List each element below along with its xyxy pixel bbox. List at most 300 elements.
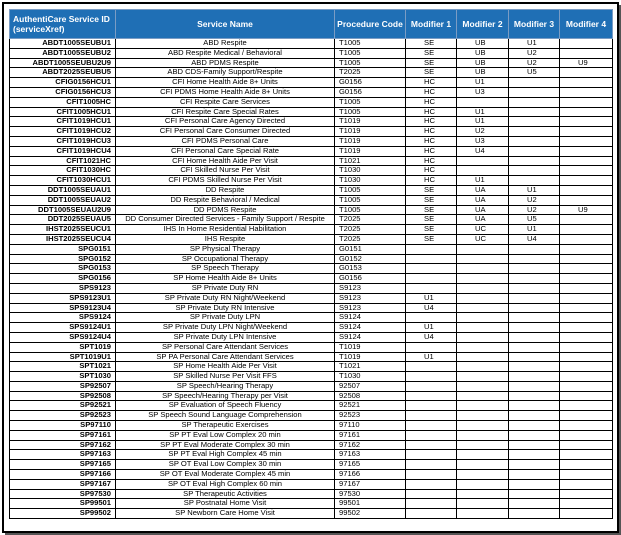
cell-modifier-4 bbox=[560, 225, 613, 235]
cell-modifier-2 bbox=[457, 381, 509, 391]
cell-modifier-1: SE bbox=[406, 225, 457, 235]
cell-modifier-2: UA bbox=[457, 185, 509, 195]
cell-modifier-2 bbox=[457, 479, 509, 489]
cell-modifier-4 bbox=[560, 509, 613, 519]
cell-modifier-1: SE bbox=[406, 48, 457, 58]
cell-service-name: SP Personal Care Attendant Services bbox=[116, 342, 335, 352]
cell-modifier-1: SE bbox=[406, 68, 457, 78]
cell-modifier-2: UB bbox=[457, 58, 509, 68]
cell-service-name: CFI Respite Care Special Rates bbox=[116, 107, 335, 117]
cell-procedure-code: T1019 bbox=[335, 342, 406, 352]
table-row bbox=[10, 264, 613, 274]
cell-modifier-1: HC bbox=[406, 156, 457, 166]
cell-service-id: SP92521 bbox=[10, 401, 116, 411]
cell-modifier-1 bbox=[406, 391, 457, 401]
cell-service-name: SP OT Eval Moderate Complex 45 min bbox=[116, 470, 335, 480]
cell-modifier-1 bbox=[406, 372, 457, 382]
cell-modifier-1 bbox=[406, 489, 457, 499]
table-row bbox=[10, 352, 613, 362]
cell-modifier-1: HC bbox=[406, 97, 457, 107]
cell-modifier-2 bbox=[457, 401, 509, 411]
cell-modifier-3: U5 bbox=[509, 68, 560, 78]
cell-modifier-3 bbox=[509, 342, 560, 352]
header-modifier-1: Modifier 1 bbox=[406, 10, 457, 39]
table-row bbox=[10, 411, 613, 421]
cell-modifier-1 bbox=[406, 440, 457, 450]
cell-modifier-1: HC bbox=[406, 146, 457, 156]
cell-procedure-code: G0151 bbox=[335, 244, 406, 254]
cell-modifier-2: U1 bbox=[457, 78, 509, 88]
cell-procedure-code: T1021 bbox=[335, 156, 406, 166]
cell-service-name: SP Home Health Aide 8+ Units bbox=[116, 274, 335, 284]
cell-service-name: IHS In Home Residential Habilitation bbox=[116, 225, 335, 235]
cell-modifier-1: HC bbox=[406, 87, 457, 97]
cell-procedure-code: 92521 bbox=[335, 401, 406, 411]
table-row bbox=[10, 185, 613, 195]
cell-modifier-4 bbox=[560, 332, 613, 342]
cell-modifier-2: U3 bbox=[457, 87, 509, 97]
cell-modifier-4 bbox=[560, 195, 613, 205]
cell-modifier-2 bbox=[457, 303, 509, 313]
cell-procedure-code: G0152 bbox=[335, 254, 406, 264]
cell-modifier-3 bbox=[509, 499, 560, 509]
cell-modifier-4 bbox=[560, 107, 613, 117]
table-row bbox=[10, 39, 613, 49]
cell-modifier-4: U9 bbox=[560, 58, 613, 68]
header-service-id: AuthentiCare Service ID (serviceXref) bbox=[10, 10, 116, 39]
cell-procedure-code: T1019 bbox=[335, 127, 406, 137]
cell-modifier-3 bbox=[509, 450, 560, 460]
cell-procedure-code: 92507 bbox=[335, 381, 406, 391]
cell-service-name: CFI Skilled Nurse Per Visit bbox=[116, 166, 335, 176]
table-row bbox=[10, 205, 613, 215]
cell-modifier-2: UB bbox=[457, 48, 509, 58]
cell-modifier-1: U1 bbox=[406, 323, 457, 333]
cell-procedure-code: 97162 bbox=[335, 440, 406, 450]
table-row bbox=[10, 254, 613, 264]
cell-service-name: CFI PDMS Personal Care bbox=[116, 136, 335, 146]
cell-procedure-code: T1019 bbox=[335, 146, 406, 156]
cell-service-id: ABDT1005SEUBU2 bbox=[10, 48, 116, 58]
cell-procedure-code: T2025 bbox=[335, 234, 406, 244]
cell-procedure-code: T1005 bbox=[335, 97, 406, 107]
cell-service-id: CFIT1019HCU4 bbox=[10, 146, 116, 156]
table-row bbox=[10, 489, 613, 499]
cell-procedure-code: G0156 bbox=[335, 87, 406, 97]
cell-modifier-4 bbox=[560, 323, 613, 333]
cell-modifier-3 bbox=[509, 489, 560, 499]
cell-service-name: SP Private Duty LPN Intensive bbox=[116, 332, 335, 342]
cell-modifier-4 bbox=[560, 372, 613, 382]
cell-modifier-2 bbox=[457, 440, 509, 450]
cell-modifier-2 bbox=[457, 372, 509, 382]
cell-service-name: DD Consumer Directed Services - Family Support / Respite bbox=[116, 215, 335, 225]
cell-service-id: ABDT1005SEUBU1 bbox=[10, 39, 116, 49]
cell-modifier-1: SE bbox=[406, 39, 457, 49]
cell-modifier-1 bbox=[406, 313, 457, 323]
table-row bbox=[10, 156, 613, 166]
table-row bbox=[10, 234, 613, 244]
cell-modifier-1 bbox=[406, 274, 457, 284]
cell-modifier-1: U1 bbox=[406, 293, 457, 303]
cell-modifier-3: U2 bbox=[509, 195, 560, 205]
cell-modifier-1 bbox=[406, 499, 457, 509]
cell-modifier-1 bbox=[406, 509, 457, 519]
cell-procedure-code: T1019 bbox=[335, 136, 406, 146]
cell-procedure-code: 97166 bbox=[335, 470, 406, 480]
table-row bbox=[10, 283, 613, 293]
cell-service-id: SP92507 bbox=[10, 381, 116, 391]
cell-modifier-2 bbox=[457, 489, 509, 499]
cell-modifier-3 bbox=[509, 283, 560, 293]
cell-modifier-1 bbox=[406, 381, 457, 391]
cell-procedure-code: 99502 bbox=[335, 509, 406, 519]
header-modifier-4: Modifier 4 bbox=[560, 10, 613, 39]
cell-modifier-3 bbox=[509, 176, 560, 186]
cell-procedure-code: 92508 bbox=[335, 391, 406, 401]
cell-service-id: CFIT1005HCU1 bbox=[10, 107, 116, 117]
cell-modifier-3 bbox=[509, 156, 560, 166]
cell-modifier-3 bbox=[509, 479, 560, 489]
cell-service-name: SP Newborn Care Home Visit bbox=[116, 509, 335, 519]
table-row bbox=[10, 362, 613, 372]
cell-modifier-4 bbox=[560, 127, 613, 137]
cell-modifier-4 bbox=[560, 234, 613, 244]
cell-service-id: DDT1005SEUAU2 bbox=[10, 195, 116, 205]
cell-modifier-1 bbox=[406, 342, 457, 352]
cell-modifier-2 bbox=[457, 166, 509, 176]
cell-procedure-code: T1019 bbox=[335, 352, 406, 362]
cell-procedure-code: T1005 bbox=[335, 58, 406, 68]
cell-modifier-1 bbox=[406, 401, 457, 411]
cell-modifier-3 bbox=[509, 332, 560, 342]
cell-modifier-3 bbox=[509, 411, 560, 421]
cell-service-id: CFIT1030HCU1 bbox=[10, 176, 116, 186]
table-row bbox=[10, 342, 613, 352]
cell-modifier-4 bbox=[560, 411, 613, 421]
cell-service-name: SP Speech/Hearing Therapy per Visit bbox=[116, 391, 335, 401]
cell-modifier-3 bbox=[509, 136, 560, 146]
cell-modifier-2: UA bbox=[457, 205, 509, 215]
cell-modifier-4 bbox=[560, 460, 613, 470]
cell-modifier-3 bbox=[509, 401, 560, 411]
cell-modifier-2: U1 bbox=[457, 176, 509, 186]
cell-modifier-2: UB bbox=[457, 68, 509, 78]
cell-service-name: SP Speech Therapy bbox=[116, 264, 335, 274]
cell-modifier-2 bbox=[457, 283, 509, 293]
cell-modifier-4 bbox=[560, 342, 613, 352]
cell-modifier-3 bbox=[509, 391, 560, 401]
cell-modifier-4 bbox=[560, 421, 613, 431]
cell-modifier-1: HC bbox=[406, 166, 457, 176]
table-row bbox=[10, 117, 613, 127]
cell-service-name: SP OT Eval High Complex 60 min bbox=[116, 479, 335, 489]
table-row bbox=[10, 274, 613, 284]
cell-modifier-2 bbox=[457, 293, 509, 303]
cell-modifier-4 bbox=[560, 401, 613, 411]
cell-modifier-3 bbox=[509, 78, 560, 88]
table-row bbox=[10, 303, 613, 313]
cell-modifier-4 bbox=[560, 78, 613, 88]
cell-modifier-2 bbox=[457, 244, 509, 254]
cell-modifier-2 bbox=[457, 332, 509, 342]
cell-procedure-code: T1019 bbox=[335, 117, 406, 127]
cell-modifier-3 bbox=[509, 87, 560, 97]
cell-procedure-code: S9124 bbox=[335, 332, 406, 342]
cell-modifier-1 bbox=[406, 244, 457, 254]
cell-modifier-2 bbox=[457, 274, 509, 284]
cell-modifier-3 bbox=[509, 303, 560, 313]
service-codes-table bbox=[9, 9, 613, 519]
cell-modifier-4 bbox=[560, 68, 613, 78]
cell-modifier-4: U9 bbox=[560, 205, 613, 215]
cell-modifier-2 bbox=[457, 391, 509, 401]
cell-modifier-1 bbox=[406, 411, 457, 421]
cell-modifier-3 bbox=[509, 274, 560, 284]
cell-modifier-2 bbox=[457, 509, 509, 519]
cell-modifier-3 bbox=[509, 430, 560, 440]
cell-modifier-2: U1 bbox=[457, 107, 509, 117]
cell-modifier-2 bbox=[457, 254, 509, 264]
cell-modifier-1: SE bbox=[406, 205, 457, 215]
cell-modifier-3 bbox=[509, 313, 560, 323]
cell-modifier-3: U1 bbox=[509, 185, 560, 195]
cell-modifier-4 bbox=[560, 313, 613, 323]
cell-procedure-code: G0156 bbox=[335, 274, 406, 284]
cell-service-name: SP Private Duty RN Night/Weekend bbox=[116, 293, 335, 303]
cell-service-name: SP Evaluation of Speech Fluency bbox=[116, 401, 335, 411]
cell-modifier-4 bbox=[560, 146, 613, 156]
cell-modifier-4 bbox=[560, 215, 613, 225]
cell-modifier-2: UB bbox=[457, 39, 509, 49]
cell-service-id: SPG0151 bbox=[10, 244, 116, 254]
cell-modifier-3: U1 bbox=[509, 39, 560, 49]
cell-modifier-4 bbox=[560, 479, 613, 489]
cell-service-id: DDT2025SEUAU5 bbox=[10, 215, 116, 225]
cell-modifier-4 bbox=[560, 293, 613, 303]
header-procedure-code: Procedure Code bbox=[335, 10, 406, 39]
cell-modifier-3 bbox=[509, 509, 560, 519]
cell-modifier-2 bbox=[457, 450, 509, 460]
cell-service-name: SP Therapeutic Activities bbox=[116, 489, 335, 499]
document-frame bbox=[2, 2, 619, 533]
table-row bbox=[10, 372, 613, 382]
table-row bbox=[10, 176, 613, 186]
cell-modifier-3 bbox=[509, 352, 560, 362]
header-modifier-2: Modifier 2 bbox=[457, 10, 509, 39]
cell-service-name: DD Respite Behavioral / Medical bbox=[116, 195, 335, 205]
cell-procedure-code: 97163 bbox=[335, 450, 406, 460]
table-header-row bbox=[10, 10, 613, 39]
cell-procedure-code: 97110 bbox=[335, 421, 406, 431]
cell-modifier-3 bbox=[509, 117, 560, 127]
cell-modifier-2 bbox=[457, 499, 509, 509]
cell-service-id: SP92523 bbox=[10, 411, 116, 421]
cell-service-id: SP92508 bbox=[10, 391, 116, 401]
table-body bbox=[10, 39, 613, 519]
table-row bbox=[10, 215, 613, 225]
cell-service-id: DDT1005SEUAU2U9 bbox=[10, 205, 116, 215]
header-modifier-3: Modifier 3 bbox=[509, 10, 560, 39]
cell-procedure-code: 92523 bbox=[335, 411, 406, 421]
cell-service-id: CFIT1019HCU1 bbox=[10, 117, 116, 127]
cell-service-id: SPG0156 bbox=[10, 274, 116, 284]
cell-modifier-2: UC bbox=[457, 225, 509, 235]
cell-procedure-code: T1030 bbox=[335, 166, 406, 176]
cell-modifier-4 bbox=[560, 499, 613, 509]
cell-service-id: SP97110 bbox=[10, 421, 116, 431]
cell-service-name: CFI Home Health Aide 8+ Units bbox=[116, 78, 335, 88]
cell-modifier-1: HC bbox=[406, 107, 457, 117]
cell-service-id: SP99501 bbox=[10, 499, 116, 509]
table-row bbox=[10, 499, 613, 509]
cell-modifier-2 bbox=[457, 97, 509, 107]
cell-service-name: SP Physical Therapy bbox=[116, 244, 335, 254]
table-row bbox=[10, 381, 613, 391]
cell-modifier-2 bbox=[457, 264, 509, 274]
cell-modifier-1: U1 bbox=[406, 352, 457, 362]
cell-service-id: CFIG0156HCU3 bbox=[10, 87, 116, 97]
cell-procedure-code: 97165 bbox=[335, 460, 406, 470]
cell-procedure-code: 97530 bbox=[335, 489, 406, 499]
cell-service-name: DD PDMS Respite bbox=[116, 205, 335, 215]
cell-service-id: DDT1005SEUAU1 bbox=[10, 185, 116, 195]
cell-service-name: SP PT Eval Low Complex 20 min bbox=[116, 430, 335, 440]
cell-service-name: CFI Personal Care Agency Directed bbox=[116, 117, 335, 127]
cell-service-id: SPT1019U1 bbox=[10, 352, 116, 362]
cell-procedure-code: T1005 bbox=[335, 107, 406, 117]
cell-modifier-1: U4 bbox=[406, 332, 457, 342]
cell-modifier-3 bbox=[509, 146, 560, 156]
cell-modifier-1 bbox=[406, 479, 457, 489]
header-service-name: Service Name bbox=[116, 10, 335, 39]
cell-service-id: CFIT1021HC bbox=[10, 156, 116, 166]
cell-service-name: DD Respite bbox=[116, 185, 335, 195]
cell-modifier-3: U5 bbox=[509, 215, 560, 225]
cell-procedure-code: T2025 bbox=[335, 225, 406, 235]
cell-modifier-2 bbox=[457, 460, 509, 470]
cell-modifier-4 bbox=[560, 48, 613, 58]
cell-modifier-3 bbox=[509, 460, 560, 470]
cell-modifier-3 bbox=[509, 293, 560, 303]
cell-modifier-3 bbox=[509, 97, 560, 107]
cell-service-name: CFI Personal Care Special Rate bbox=[116, 146, 335, 156]
cell-modifier-1: HC bbox=[406, 176, 457, 186]
cell-modifier-1: HC bbox=[406, 127, 457, 137]
cell-modifier-3: U2 bbox=[509, 205, 560, 215]
cell-service-id: IHST2025SEUCU1 bbox=[10, 225, 116, 235]
cell-service-id: SPG0153 bbox=[10, 264, 116, 274]
table-row bbox=[10, 136, 613, 146]
cell-modifier-2 bbox=[457, 470, 509, 480]
cell-service-id: SPS9124U4 bbox=[10, 332, 116, 342]
cell-service-id: SP97161 bbox=[10, 430, 116, 440]
cell-procedure-code: T1030 bbox=[335, 176, 406, 186]
cell-procedure-code: 97167 bbox=[335, 479, 406, 489]
cell-modifier-3 bbox=[509, 166, 560, 176]
cell-procedure-code: 97161 bbox=[335, 430, 406, 440]
cell-modifier-1: SE bbox=[406, 58, 457, 68]
table-row bbox=[10, 195, 613, 205]
cell-modifier-2 bbox=[457, 313, 509, 323]
cell-modifier-4 bbox=[560, 470, 613, 480]
table-row bbox=[10, 244, 613, 254]
cell-service-id: SPS9123U1 bbox=[10, 293, 116, 303]
cell-modifier-1 bbox=[406, 460, 457, 470]
table-row bbox=[10, 401, 613, 411]
cell-service-name: IHS Respite bbox=[116, 234, 335, 244]
cell-modifier-4 bbox=[560, 430, 613, 440]
cell-modifier-1 bbox=[406, 362, 457, 372]
cell-modifier-3 bbox=[509, 264, 560, 274]
cell-modifier-4 bbox=[560, 117, 613, 127]
cell-modifier-1: HC bbox=[406, 136, 457, 146]
cell-service-name: SP Occupational Therapy bbox=[116, 254, 335, 264]
cell-modifier-2: U2 bbox=[457, 127, 509, 137]
table-row bbox=[10, 460, 613, 470]
cell-modifier-1: SE bbox=[406, 234, 457, 244]
cell-modifier-4 bbox=[560, 136, 613, 146]
cell-modifier-3: U2 bbox=[509, 48, 560, 58]
table-row bbox=[10, 421, 613, 431]
cell-modifier-4 bbox=[560, 362, 613, 372]
cell-modifier-1: SE bbox=[406, 185, 457, 195]
table-row bbox=[10, 87, 613, 97]
cell-modifier-2 bbox=[457, 352, 509, 362]
cell-procedure-code: G0156 bbox=[335, 78, 406, 88]
cell-service-id: SPS9123U4 bbox=[10, 303, 116, 313]
table-row bbox=[10, 225, 613, 235]
cell-procedure-code: S9123 bbox=[335, 293, 406, 303]
table-row bbox=[10, 293, 613, 303]
cell-modifier-2: U4 bbox=[457, 146, 509, 156]
cell-service-id: SP97165 bbox=[10, 460, 116, 470]
cell-procedure-code: T1005 bbox=[335, 205, 406, 215]
cell-modifier-4 bbox=[560, 352, 613, 362]
cell-service-id: SP97163 bbox=[10, 450, 116, 460]
cell-modifier-3 bbox=[509, 244, 560, 254]
table-row bbox=[10, 470, 613, 480]
cell-modifier-3 bbox=[509, 381, 560, 391]
cell-service-name: SP Home Health Aide Per Visit bbox=[116, 362, 335, 372]
cell-service-name: CFI PDMS Home Health Aide 8+ Units bbox=[116, 87, 335, 97]
cell-modifier-1 bbox=[406, 430, 457, 440]
cell-service-id: SPS9124 bbox=[10, 313, 116, 323]
cell-procedure-code: T2025 bbox=[335, 215, 406, 225]
cell-service-name: SP PT Eval High Complex 45 min bbox=[116, 450, 335, 460]
cell-modifier-4 bbox=[560, 450, 613, 460]
cell-service-id: CFIT1005HC bbox=[10, 97, 116, 107]
cell-modifier-1: HC bbox=[406, 117, 457, 127]
cell-service-id: SPS9124U1 bbox=[10, 323, 116, 333]
table-row bbox=[10, 440, 613, 450]
cell-modifier-3 bbox=[509, 107, 560, 117]
cell-modifier-4 bbox=[560, 489, 613, 499]
cell-modifier-2 bbox=[457, 362, 509, 372]
cell-service-id: CFIT1019HCU2 bbox=[10, 127, 116, 137]
cell-procedure-code: T1005 bbox=[335, 195, 406, 205]
cell-modifier-1 bbox=[406, 470, 457, 480]
cell-procedure-code: G0153 bbox=[335, 264, 406, 274]
cell-modifier-3 bbox=[509, 470, 560, 480]
cell-procedure-code: T2025 bbox=[335, 68, 406, 78]
cell-modifier-4 bbox=[560, 39, 613, 49]
cell-procedure-code: T1021 bbox=[335, 362, 406, 372]
cell-service-name: SP Therapeutic Exercises bbox=[116, 421, 335, 431]
cell-modifier-1 bbox=[406, 254, 457, 264]
cell-modifier-3 bbox=[509, 323, 560, 333]
cell-modifier-1 bbox=[406, 283, 457, 293]
